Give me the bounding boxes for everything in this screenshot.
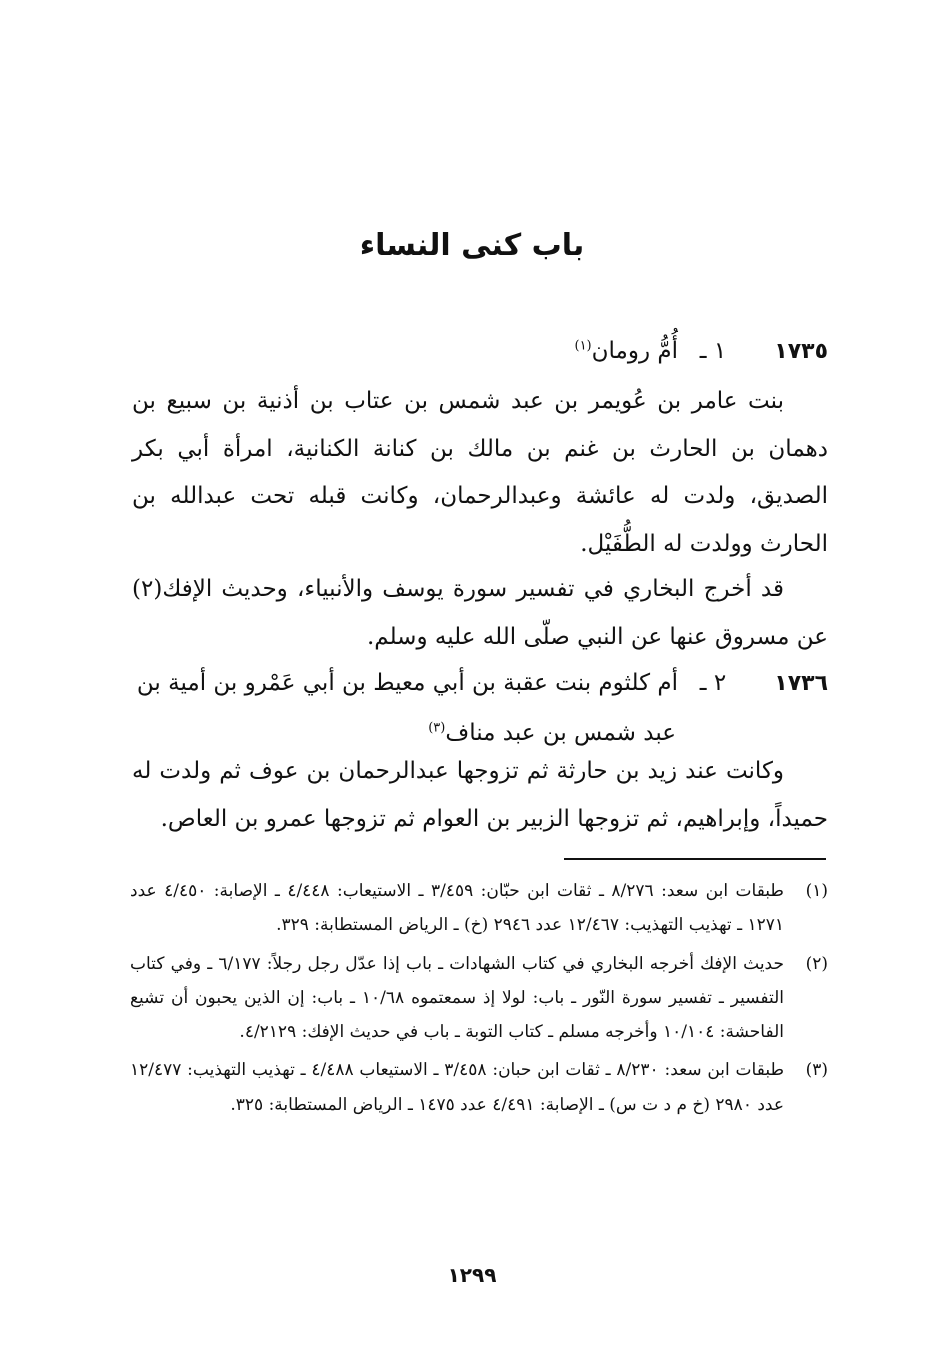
- footnote: [130, 874, 828, 943]
- footnote-text: حديث الإفك أخرجه البخاري في كتاب الشهادات ـ باب إذا عدّل رجل رجلاً: ٦/١٧٧ ـ وفي كتاب التفسير ـ تفسير سورة النّور ـ باب: لولا إذ سمعتموه ١٠/٦٨ ـ باب: إن الذين يحبون أن تشيع الفاحشة: ١٠/١٠٤ وأخرجه مسلم ـ كتاب التوبة ـ باب في حديث الإفك: ٤/٢١٢٩.: [130, 953, 784, 1043]
- footnote-separator: [564, 858, 826, 860]
- footnote-text: طبقات ابن سعد: ٨/٢٣٠ ـ ثقات ابن حبان: ٣/٤٥٨ ـ الاستيعاب ٤/٤٨٨ ـ تهذيب التهذيب: ١٢/٤٧٧ عدد ٢٩٨٠ (خ م د ت س) ـ الإصابة: ٤/٤٩١ عدد ١٤٧٥ ـ الرياض المستطابة: ٣٢٥.: [130, 1060, 784, 1115]
- entry-sub-number: ١ ـ: [699, 338, 727, 364]
- footnote-label: (٢): [805, 953, 828, 974]
- entry-name: أُمُّ رومان: [591, 338, 678, 364]
- page-number: ١٢٩٩: [447, 1263, 497, 1287]
- entry-number: ١٧٣٦: [774, 671, 828, 696]
- footnote: [130, 947, 828, 1050]
- entry-number: ١٧٣٥: [774, 339, 828, 364]
- entry-name-line2: عبد شمس بن عبد مناف: [445, 720, 676, 746]
- entry-name-continuation: [428, 720, 676, 746]
- footnote-ref: (١): [574, 338, 592, 354]
- entry-paragraph: قد أخرج البخاري في تفسير سورة يوسف والأنبياء، وحديث الإفك(٢) عن مسروق عنها عن النبي صلّى الله عليه وسلم.: [132, 576, 828, 650]
- footnotes: [130, 874, 828, 1126]
- footnote-label: (١): [805, 881, 828, 901]
- footnote-ref: (٣): [428, 720, 446, 736]
- entry-paragraph: بنت عامر بن عُويمر بن عبد شمس بن عتاب بن أذنية بن سبيع بن دهمان بن الحارث بن غنم بن مالك بن كنانة الكنانية، امرأة أبي بكر الصديق، ولدت له عائشة وعبدالرحمان، وكانت قبله تحت عبدالله بن الحارث وولدت له الطُّفَيْل.: [132, 388, 828, 557]
- entry-name: أم كلثوم بنت عقبة بن أبي معيط بن أبي عَمْرو بن أمية بن: [136, 670, 678, 696]
- footnote-text: طبقات ابن سعد: ٨/٢٧٦ ـ ثقات ابن حبّان: ٣/٤٥٩ ـ الاستيعاب: ٤/٤٤٨ ـ الإصابة: ٤/٤٥٠ عدد ١٢٧١ ـ تهذيب التهذيب: ١٢/٤٦٧ عدد ٢٩٤٦ (خ) ـ الرياض المستطابة: ٣٢٩.: [130, 881, 784, 936]
- entry-heading: [128, 338, 828, 364]
- entry-heading: [128, 670, 828, 696]
- entry-paragraph: وكانت عند زيد بن حارثة ثم تزوجها عبدالرحمان بن عوف ثم ولدت له حميداً، وإبراهيم، ثم تزوجها الزبير بن العوام ثم تزوجها عمرو بن العاص.: [132, 758, 828, 832]
- entry-sub-number: ٢ ـ: [699, 670, 727, 696]
- chapter-title: باب كنى النساء: [359, 228, 585, 263]
- footnote-label: (٣): [805, 1060, 828, 1081]
- footnote: [130, 1053, 828, 1122]
